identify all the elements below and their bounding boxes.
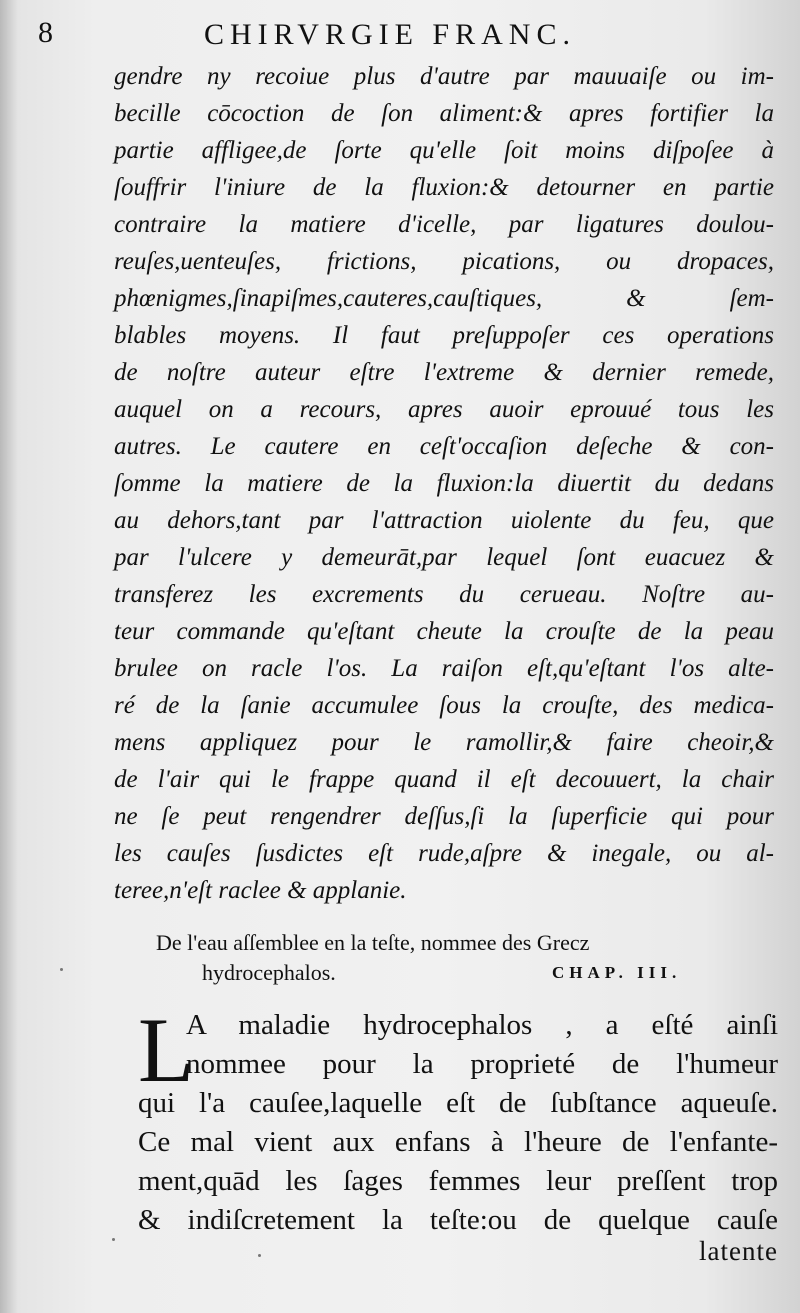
ink-speck xyxy=(112,1238,115,1241)
commentary-line: ne ſe peut rengendrer deſſus,ſi la ſuperficie qui pour xyxy=(114,803,774,830)
commentary-line: brulee on racle l'os. La raiſon eſt,qu'eſtant l'os alte- xyxy=(114,655,774,682)
body-line: A maladie hydrocephalos , a eſté ainſi xyxy=(186,1009,778,1041)
commentary-line: ſomme la matiere de la fluxion:la diuertit du dedans xyxy=(114,470,774,497)
commentary-line: ré de la ſanie accumulee ſous la crouſte, des medica- xyxy=(114,692,774,719)
ink-speck xyxy=(258,1254,261,1257)
commentary-line: teur commande qu'eſtant cheute la crouſte de la peau xyxy=(114,618,774,645)
commentary-line: blables moyens. Il faut preſuppoſer ces operations xyxy=(114,322,774,349)
commentary-line: par l'ulcere y demeurāt,par lequel ſont euacuez & xyxy=(114,544,774,571)
commentary-line: les cauſes ſusdictes eſt rude,aſpre & inegale, ou al- xyxy=(114,840,774,867)
body-line: ment,quād les ſages femmes leur preſſent trop xyxy=(138,1165,778,1197)
chapter-label: CHAP. III. xyxy=(552,963,682,982)
commentary-line: gendre ny recoiue plus d'autre par mauuaiſe ou im- xyxy=(114,63,774,90)
commentary-line: becille cōcoction de ſon aliment:& apres fortifier la xyxy=(114,100,774,127)
chapter-title-line: De l'eau aſſemblee en la teſte, nommee des Grecz xyxy=(156,930,590,955)
drop-cap: L xyxy=(138,999,195,1101)
page-number: 8 xyxy=(38,16,54,49)
commentary-line: teree,n'eſt raclee & applanie. xyxy=(114,877,407,904)
chapter-title-word: hydrocephalos. xyxy=(202,960,336,985)
commentary-line: phœnigmes,ſinapiſmes,cauteres,cauſtiques, & ſem- xyxy=(114,285,774,312)
running-head: CHIRVRGIE FRANC. xyxy=(204,18,576,51)
commentary-text xyxy=(114,58,774,909)
commentary-line: reuſes,uenteuſes, frictions, pications, ou dropaces, xyxy=(114,248,774,275)
commentary-line: de noſtre auteur eſtre l'extreme & dernier remede, xyxy=(114,359,774,386)
body-line: qui l'a cauſee,laquelle eſt de ſubſtance aqueuſe. xyxy=(138,1087,778,1119)
chapter-title-line xyxy=(156,958,756,988)
commentary-line: partie affligee,de ſorte qu'elle ſoit moins diſpoſee à xyxy=(114,137,774,164)
commentary-line: mens appliquez pour le ramollir,& faire cheoir,& xyxy=(114,729,774,756)
chapter-heading xyxy=(156,928,756,988)
commentary-line: autres. Le cautere en ceſt'occaſion deſeche & con- xyxy=(114,433,774,460)
commentary-line: ſouffrir l'iniure de la fluxion:& detourner en partie xyxy=(114,174,774,201)
catchword: latente xyxy=(699,1236,778,1266)
ink-speck xyxy=(60,968,63,971)
commentary-line: auquel on a recours, apres auoir eprouué tous les xyxy=(114,396,774,423)
body-line: Ce mal vient aux enfans à l'heure de l'enfante- xyxy=(138,1126,778,1158)
commentary-line: transferez les excrements du cerueau. Noſtre au- xyxy=(114,581,774,608)
commentary-line: contraire la matiere d'icelle, par ligatures doulou- xyxy=(114,211,774,238)
gutter-shadow xyxy=(0,0,18,1313)
body-line: nommee pour la proprieté de l'humeur xyxy=(186,1048,778,1080)
commentary-line: au dehors,tant par l'attraction uiolente du feu, que xyxy=(114,507,774,534)
commentary-line: de l'air qui le frappe quand il eſt decouuert, la chair xyxy=(114,766,774,793)
body-line: & indiſcretement la teſte:ou de quelque cauſe xyxy=(138,1204,778,1236)
chapter-body-text xyxy=(138,999,778,1240)
page-header xyxy=(0,14,800,54)
